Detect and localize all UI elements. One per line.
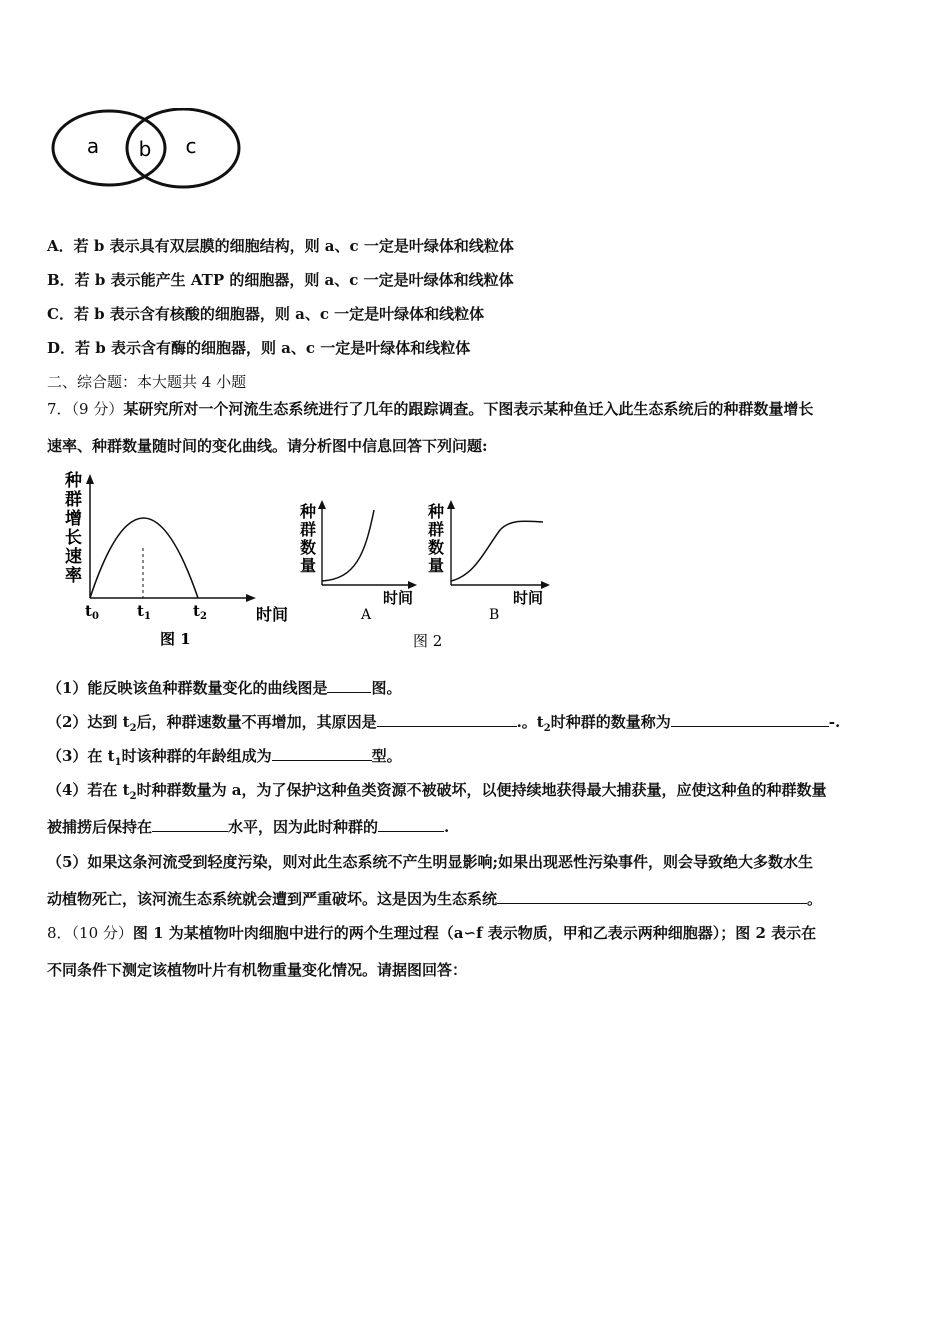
q7-part5-line2 [47,889,822,909]
fig2a-y-arrow [318,500,326,509]
venn-diagram [45,108,250,198]
q7-part1-tail: 图。 [371,679,402,697]
q7-part4-text: 时种群数量为 a，为了保护这种鱼类资源不被破坏，以便持续地获得最大捕获量，应使这种鱼的种群数量 [136,781,827,799]
q7-part5-line1: （5）如果这条河流受到轻度污染，则对此生态系统不产生明显影响;如果出现恶性污染事件，则会导致绝大多数水生 [47,853,813,871]
section-heading: 二、综合题：本大题共 4 小题 [47,373,247,391]
option-b: B．若 b 表示能产生 ATP 的细胞器，则 a、c 一定是叶绿体和线粒体 [47,271,514,289]
q7-part2 [47,712,840,739]
q7-number: 7．（9 分） [47,400,124,418]
venn-label-c: c [185,134,197,158]
fig2b-label: B [489,607,500,623]
fig1-t2-label: $t_2$ [193,602,207,622]
q8-stem-line2: 不同条件下测定该植物叶片有机物重量变化情况。请据图回答： [47,961,468,979]
answer-blank[interactable] [671,712,829,727]
answer-blank[interactable] [497,889,807,904]
fig2b-x-arrow [541,581,550,589]
fig1-ylabel [64,471,82,586]
fig2a-ylabel-char: 数 [300,538,317,557]
fig1-t1-label: $t_1$ [137,602,151,622]
subscript: 2 [129,723,137,734]
q7-part3-tail: 型。 [371,747,402,765]
q7-part5-tail: 。 [807,890,823,908]
q7-part1 [47,678,401,698]
fig2b-ylabel-char: 量 [428,556,445,575]
subscript: 1 [114,757,122,768]
fig2b-ylabel-char: 种 [428,502,445,521]
option-a: A．若 b 表示具有双层膜的细胞结构，则 a、c 一定是叶绿体和线粒体 [47,237,514,255]
answer-blank[interactable] [378,817,444,832]
fig1-ylabel-char: 种 [65,471,82,491]
q7-part5-text: 动植物死亡，该河流生态系统就会遭到严重破坏。这是因为生态系统 [47,890,498,908]
q7-stem-line1 [47,399,813,419]
fig2a-ylabel-char: 种 [300,502,317,521]
fig1-xlabel: 时间 [256,605,289,624]
q7-stem-text1: 某研究所对一个河流生态系统进行了几年的跟踪调查。下图表示某种鱼迁入此生态系统后的种群数量增长 [123,400,814,418]
answer-blank[interactable] [327,678,371,693]
fig2-caption: 图 2 [413,632,443,650]
fig2a-xlabel: 时间 [383,589,414,607]
figure-2-population [295,495,560,655]
answer-blank[interactable] [377,712,517,727]
fig2a-label: A [361,607,372,623]
q7-part2-text: 后，种群速数量不再增加，其原因是 [136,713,377,731]
q8-number: 8．（10 分） [47,924,133,942]
fig1-ylabel-char: 速 [65,547,82,567]
fig2b-curve [451,521,543,581]
fig1-ylabel-char: 增 [65,509,82,529]
venn-label-a: a [86,134,100,158]
fig2b-ylabel-char: 数 [428,538,445,557]
fig2a-x-arrow [408,581,417,589]
q7-part2-text: 时种群的数量称为 [550,713,671,731]
fig1-x-arrow [246,594,256,602]
q8-stem-text1: 图 1 为某植物叶肉细胞中进行的两个生理过程（a∽f 表示物质，甲和乙表示两种细胞器）；图 2 表示在 [132,924,817,942]
q7-part3 [47,746,402,773]
figure-1-growth-rate [55,468,300,653]
fig1-curve [90,518,198,598]
fig2a-ylabel-char: 量 [300,556,317,575]
subscript: 2 [129,791,137,802]
q7-part4-line2 [47,817,449,837]
q7-part4-line1 [47,780,827,807]
q7-part4-tail: . [444,818,450,836]
fig1-y-arrow [86,474,94,484]
q7-part2-text: .。t [516,713,544,731]
venn-label-b: b [138,137,152,161]
fig2a-curve [322,510,374,581]
option-c: C．若 b 表示含有核酸的细胞器，则 a、c 一定是叶绿体和线粒体 [47,305,485,323]
fig2b-ylabel-char: 群 [428,520,445,539]
subscript: 2 [543,723,551,734]
fig1-ylabel-char: 群 [65,490,82,510]
option-d: D．若 b 表示含有酶的细胞器，则 a、c 一定是叶绿体和线粒体 [47,339,471,357]
fig2a-ylabel-char: 群 [300,520,317,539]
fig1-ylabel-char: 率 [65,566,82,586]
q7-part4-text: 水平，因为此时种群的 [228,818,379,836]
q7-part1-text: （1）能反映该鱼种群数量变化的曲线图是 [47,679,328,697]
fig2b-y-arrow [447,500,455,509]
q7-part3-text: 时该种群的年龄组成为 [121,747,272,765]
fig1-ylabel-char: 长 [65,528,82,548]
fig1-t0-label: $t_0$ [85,602,99,622]
answer-blank[interactable] [272,746,372,761]
q7-part2-tail: -. [828,713,841,731]
q7-part4-text: 被捕捞后保持在 [47,818,153,836]
q7-part3-text: （3）在 t [47,747,115,765]
q7-stem-line2: 速率、种群数量随时间的变化曲线。请分析图中信息回答下列问题: [47,437,488,455]
fig2b-xlabel: 时间 [513,589,544,607]
fig1-caption: 图 1 [160,630,191,648]
q8-stem-line1 [47,923,816,943]
q7-part4-text: （4）若在 t [47,781,130,799]
answer-blank[interactable] [152,817,228,832]
q7-part2-text: （2）达到 t [47,713,130,731]
